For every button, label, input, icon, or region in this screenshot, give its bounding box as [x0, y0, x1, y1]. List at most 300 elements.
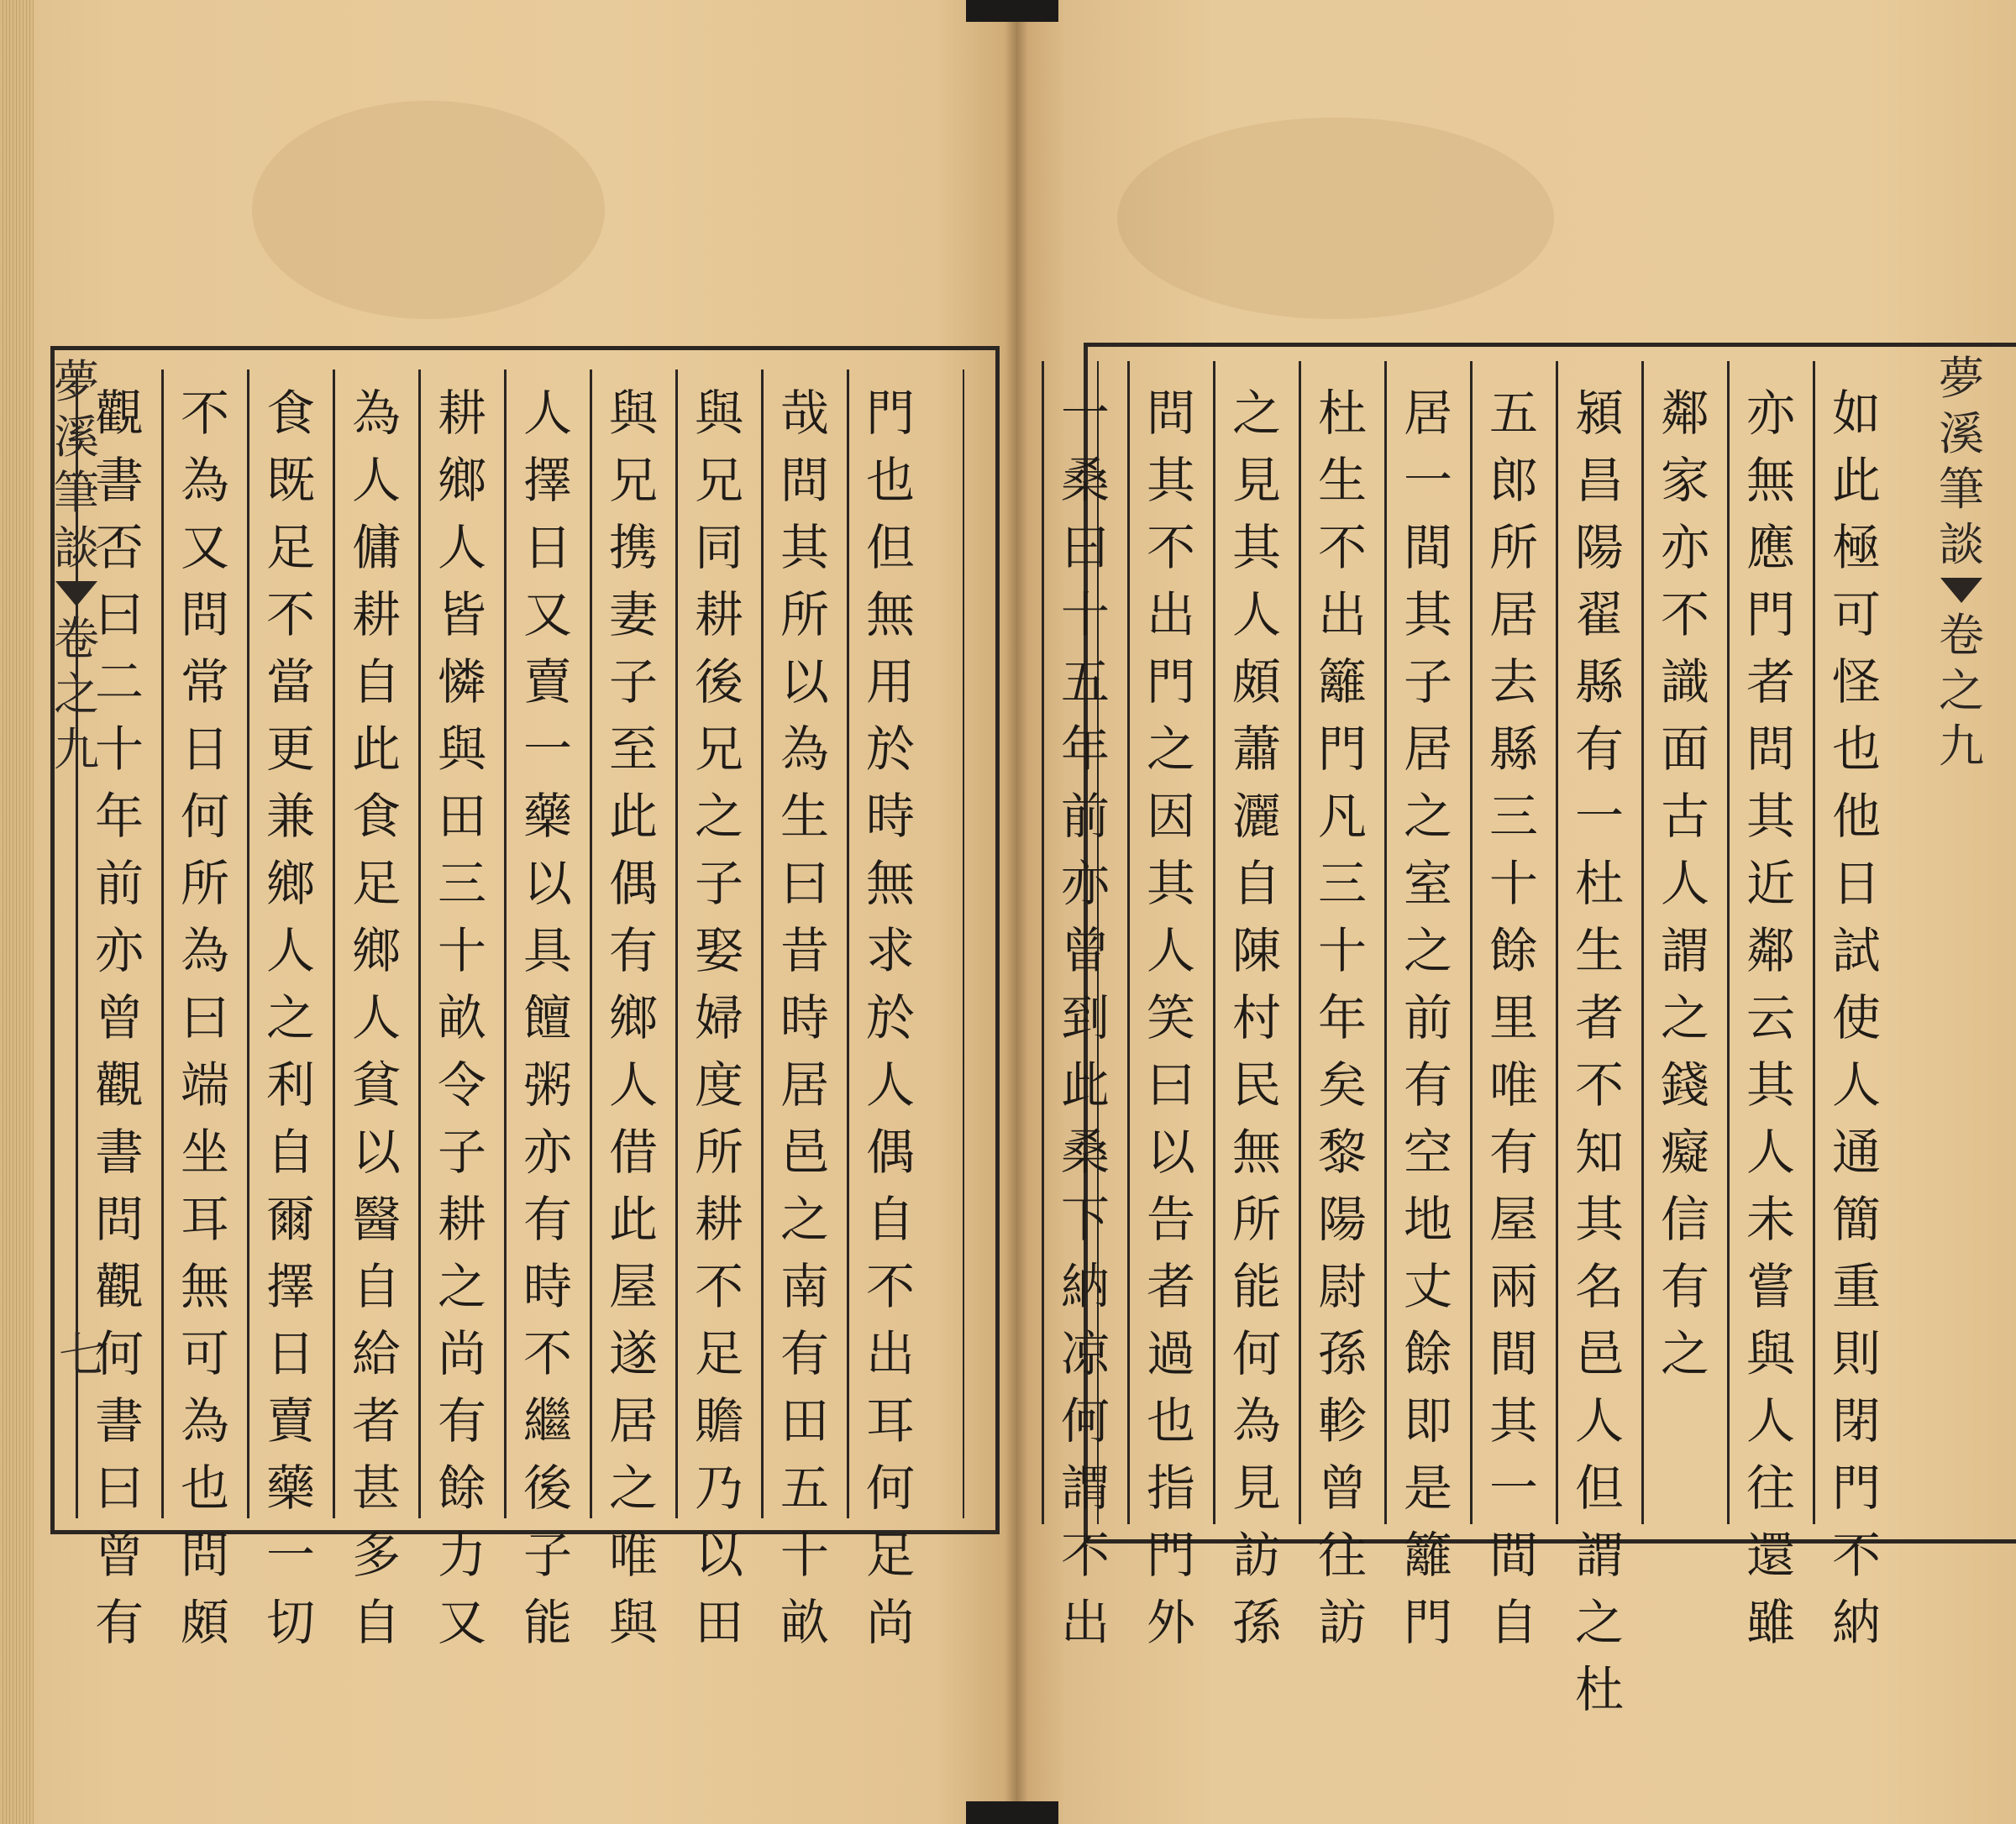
character: 前	[1403, 989, 1452, 1046]
character: 所	[1231, 1191, 1281, 1248]
character: 具	[522, 922, 572, 979]
character: 納	[1831, 1594, 1881, 1651]
character: 其	[1231, 519, 1281, 576]
character: 度	[694, 1056, 743, 1114]
fish-tail-mark	[1940, 578, 1982, 603]
character: 賣	[265, 1392, 315, 1449]
character: 畝	[780, 1594, 829, 1651]
character: 之	[1403, 922, 1452, 979]
character: 日	[1831, 855, 1881, 912]
character: 也	[180, 1460, 229, 1517]
character: 者	[1574, 989, 1624, 1046]
character: 之	[1403, 788, 1452, 845]
character: 無	[1231, 1124, 1281, 1181]
character: 後	[522, 1460, 572, 1517]
character: 所	[694, 1124, 743, 1181]
character: 出	[1060, 1594, 1110, 1651]
character: 信	[1660, 1191, 1709, 1248]
character: 用	[865, 653, 915, 710]
character: 嘗	[1746, 1258, 1795, 1315]
character: 以	[1146, 1124, 1195, 1181]
character: 問	[780, 452, 829, 509]
character: 凉	[1060, 1325, 1110, 1382]
character: 觀	[94, 385, 144, 442]
character: 問	[180, 1527, 229, 1584]
character: 之	[1660, 1325, 1709, 1382]
character: 人	[522, 385, 572, 442]
character: 偶	[865, 1124, 915, 1181]
character: 亦	[1060, 855, 1110, 912]
character: 間	[1403, 519, 1452, 576]
character: 何	[180, 788, 229, 845]
character: 何	[865, 1460, 915, 1517]
character: 五	[1060, 653, 1110, 710]
character: 生	[780, 788, 829, 845]
character: 食	[265, 385, 315, 442]
character: 耕	[351, 586, 401, 643]
character: 即	[1403, 1392, 1452, 1449]
character: 有	[1488, 1124, 1538, 1181]
margin-volume-char: 卷	[1939, 609, 1984, 662]
character: 耕	[694, 1191, 743, 1248]
character: 何	[94, 1325, 144, 1382]
character: 甚	[351, 1460, 401, 1517]
character: 粥	[522, 1056, 572, 1114]
character: 門	[1831, 1460, 1881, 1517]
character: 為	[351, 385, 401, 442]
character: 十	[780, 1527, 829, 1584]
character: 日	[180, 721, 229, 778]
margin-volume-char: 九	[54, 723, 99, 776]
character: 門	[1317, 721, 1367, 778]
character: 何	[1231, 1325, 1281, 1382]
character: 其	[1146, 855, 1195, 912]
character: 曾	[94, 989, 144, 1046]
text-column	[1476, 380, 1551, 1656]
character: 其	[1746, 1056, 1795, 1114]
column-rule	[1556, 361, 1558, 1524]
character: 一	[1488, 1460, 1538, 1517]
character: 五	[780, 1460, 829, 1517]
character: 籬	[1317, 653, 1367, 710]
character: 足	[694, 1325, 743, 1382]
character: 與	[608, 1594, 658, 1651]
character: 十	[1060, 586, 1110, 643]
character: 耕	[437, 385, 486, 442]
character: 日	[265, 1325, 315, 1382]
character: 謂	[1060, 1460, 1110, 1517]
character: 雖	[1746, 1594, 1795, 1651]
character: 其	[1746, 788, 1795, 845]
character: 餘	[1403, 1325, 1452, 1382]
character: 哉	[780, 385, 829, 442]
character: 以	[694, 1527, 743, 1584]
character: 不	[180, 385, 229, 442]
character: 里	[1488, 989, 1538, 1046]
character: 常	[180, 653, 229, 710]
character: 所	[180, 855, 229, 912]
character: 亦	[1660, 519, 1709, 576]
character: 贍	[694, 1392, 743, 1449]
character: 能	[1231, 1258, 1281, 1315]
character: 生	[1574, 922, 1624, 979]
character: 有	[94, 1594, 144, 1651]
margin-title-char: 溪	[54, 411, 99, 464]
character: 頗	[1231, 653, 1281, 710]
character: 求	[865, 922, 915, 979]
character: 觀	[94, 1258, 144, 1315]
character: 書	[94, 452, 144, 509]
character: 告	[1146, 1191, 1195, 1248]
character: 於	[865, 721, 915, 778]
character: 潁	[1574, 385, 1624, 442]
character: 未	[1746, 1191, 1795, 1248]
character: 與	[608, 385, 658, 442]
character: 既	[265, 452, 315, 509]
character: 到	[1060, 989, 1110, 1046]
character: 兼	[265, 788, 315, 845]
character: 人	[1746, 1392, 1795, 1449]
character: 藥	[265, 1460, 315, 1517]
character: 田	[694, 1594, 743, 1651]
character: 訪	[1231, 1527, 1281, 1584]
character: 年	[94, 788, 144, 845]
character: 不	[1317, 519, 1367, 576]
right-page	[1016, 0, 2016, 1824]
character: 桑	[1060, 1124, 1110, 1181]
character: 自	[265, 1124, 315, 1181]
character: 之	[1660, 989, 1709, 1046]
character: 三	[1488, 788, 1538, 845]
character: 其	[1488, 1392, 1538, 1449]
character: 唯	[608, 1527, 658, 1584]
text-column	[510, 380, 585, 1656]
character: 頗	[180, 1594, 229, 1651]
character: 十	[94, 721, 144, 778]
character: 鄉	[351, 922, 401, 979]
character: 縣	[1574, 653, 1624, 710]
character: 之	[608, 1460, 658, 1517]
character: 杜	[1317, 385, 1367, 442]
character: 尚	[437, 1325, 486, 1382]
character: 偶	[608, 855, 658, 912]
character: 癡	[1660, 1124, 1709, 1181]
character: 又	[522, 586, 572, 643]
character: 借	[608, 1124, 658, 1181]
margin-title-char: 筆	[54, 466, 99, 519]
text-column	[1219, 380, 1294, 1656]
text-column	[1819, 380, 1894, 1656]
character: 邑	[1574, 1325, 1624, 1382]
character: 空	[1403, 1124, 1452, 1181]
character: 自	[1231, 855, 1281, 912]
character: 之	[265, 989, 315, 1046]
character: 者	[1746, 653, 1795, 710]
character: 為	[1231, 1392, 1281, 1449]
character: 通	[1831, 1124, 1881, 1181]
character: 時	[780, 989, 829, 1046]
character: 皆	[437, 586, 486, 643]
character: 生	[1317, 452, 1367, 509]
character: 兄	[694, 721, 743, 778]
character: 一	[522, 721, 572, 778]
margin-title-char: 筆	[1939, 463, 1984, 516]
character: 於	[865, 989, 915, 1046]
character: 多	[351, 1527, 401, 1584]
character: 爾	[265, 1191, 315, 1248]
character: 能	[522, 1594, 572, 1651]
character: 古	[1660, 788, 1709, 845]
character: 食	[351, 788, 401, 845]
character: 矣	[1317, 1056, 1367, 1114]
column-rule	[161, 370, 164, 1518]
character: 出	[865, 1325, 915, 1382]
character: 因	[1146, 788, 1195, 845]
character: 餘	[437, 1460, 486, 1517]
character: 家	[1660, 452, 1709, 509]
character: 出	[1146, 586, 1195, 643]
character: 人	[1574, 1392, 1624, 1449]
character: 人	[1660, 855, 1709, 912]
character: 切	[265, 1594, 315, 1651]
character: 陳	[1231, 922, 1281, 979]
character: 足	[865, 1527, 915, 1584]
character: 此	[608, 788, 658, 845]
margin-volume-char: 卷	[54, 612, 99, 665]
character: 籬	[1403, 1527, 1452, 1584]
text-column	[681, 380, 757, 1656]
text-column	[767, 380, 843, 1656]
character: 兄	[608, 452, 658, 509]
character: 無	[180, 1258, 229, 1315]
character: 一	[1574, 788, 1624, 845]
character: 鄰	[1746, 922, 1795, 979]
character: 門	[1746, 586, 1795, 643]
book-gutter	[1005, 0, 1028, 1824]
character: 面	[1660, 721, 1709, 778]
character: 亦	[522, 1124, 572, 1181]
character: 南	[780, 1258, 829, 1315]
character: 人	[1231, 586, 1281, 643]
character: 人	[437, 519, 486, 576]
character: 年	[1060, 721, 1110, 778]
character: 他	[1831, 788, 1881, 845]
character: 過	[1146, 1325, 1195, 1382]
character: 曰	[180, 989, 229, 1046]
character: 人	[1746, 1124, 1795, 1181]
character: 可	[1831, 586, 1881, 643]
character: 自	[865, 1191, 915, 1248]
character: 耕	[694, 586, 743, 643]
character: 子	[694, 855, 743, 912]
character: 時	[865, 788, 915, 845]
character: 桑	[1060, 452, 1110, 509]
character: 村	[1231, 989, 1281, 1046]
character: 重	[1831, 1258, 1881, 1315]
character: 昔	[780, 922, 829, 979]
character: 居	[1403, 385, 1452, 442]
character: 鄉	[437, 452, 486, 509]
character: 之	[1231, 385, 1281, 442]
binding-cloth-bottom	[966, 1801, 1058, 1824]
character: 鄰	[1660, 385, 1709, 442]
character: 餘	[1488, 922, 1538, 979]
character: 尚	[865, 1594, 915, 1651]
text-column	[81, 380, 157, 1656]
column-rule	[1727, 361, 1730, 1524]
text-column	[1133, 380, 1209, 1656]
character: 去	[1488, 653, 1538, 710]
binding-cloth-top	[966, 0, 1058, 22]
character: 田	[780, 1392, 829, 1449]
character: 居	[608, 1392, 658, 1449]
text-column	[167, 380, 243, 1656]
character: 人	[1146, 922, 1195, 979]
character: 耳	[180, 1191, 229, 1248]
character: 無	[865, 586, 915, 643]
character: 又	[180, 519, 229, 576]
character: 三	[1317, 855, 1367, 912]
character: 但	[865, 519, 915, 576]
character: 問	[180, 586, 229, 643]
text-column	[853, 380, 928, 1656]
character: 極	[1831, 519, 1881, 576]
column-rule	[1127, 361, 1130, 1524]
character: 笑	[1146, 989, 1195, 1046]
character: 民	[1231, 1056, 1281, 1114]
character: 饘	[522, 989, 572, 1046]
character: 其	[1403, 586, 1452, 643]
character: 前	[94, 855, 144, 912]
character: 無	[865, 855, 915, 912]
character: 以	[522, 855, 572, 912]
character: 為	[780, 721, 829, 778]
character: 居	[1403, 721, 1452, 778]
character: 問	[94, 1191, 144, 1248]
character: 邑	[780, 1124, 829, 1181]
character: 閉	[1831, 1392, 1881, 1449]
text-column	[339, 380, 414, 1656]
character: 黎	[1317, 1124, 1367, 1181]
character: 日	[522, 519, 572, 576]
character: 當	[265, 653, 315, 710]
character: 居	[780, 1056, 829, 1114]
character: 給	[351, 1325, 401, 1382]
character: 又	[437, 1594, 486, 1651]
margin-title-char: 談	[54, 522, 99, 574]
character: 但	[1574, 1460, 1624, 1517]
column-rule	[418, 370, 421, 1518]
character: 憐	[437, 653, 486, 710]
character: 間	[1488, 1325, 1538, 1382]
character: 為	[180, 922, 229, 979]
character: 子	[437, 1124, 486, 1181]
character: 問	[1746, 721, 1795, 778]
character: 藥	[522, 788, 572, 845]
character: 端	[180, 1056, 229, 1114]
character: 見	[1231, 1460, 1281, 1517]
character: 杜	[1574, 1661, 1624, 1718]
character: 者	[351, 1392, 401, 1449]
character: 醫	[351, 1191, 401, 1248]
character: 自	[351, 653, 401, 710]
character: 孫	[1317, 1325, 1367, 1382]
character: 尉	[1317, 1258, 1367, 1315]
character: 此	[1060, 1056, 1110, 1114]
character: 之	[780, 1191, 829, 1248]
character: 後	[694, 653, 743, 710]
character: 亦	[1746, 385, 1795, 442]
character: 自	[1488, 1594, 1538, 1651]
character: 子	[522, 1527, 572, 1584]
character: 十	[1488, 855, 1538, 912]
character: 所	[780, 586, 829, 643]
character: 無	[1746, 452, 1795, 509]
character: 令	[437, 1056, 486, 1114]
character: 何	[1060, 1392, 1110, 1449]
character: 外	[1146, 1594, 1195, 1651]
character: 與	[437, 721, 486, 778]
character: 曰	[1146, 1056, 1195, 1114]
character: 問	[1146, 385, 1195, 442]
character: 人	[1831, 1056, 1881, 1114]
character: 門	[1146, 1527, 1195, 1584]
character: 蕭	[1231, 721, 1281, 778]
character: 指	[1146, 1460, 1195, 1517]
character: 之	[694, 788, 743, 845]
character: 亦	[94, 922, 144, 979]
character: 三	[437, 855, 486, 912]
text-column	[424, 380, 500, 1656]
character: 有	[522, 1191, 572, 1248]
column-rule	[1641, 361, 1644, 1524]
column-rule	[1470, 361, 1473, 1524]
character: 之	[1574, 1594, 1624, 1651]
character: 妻	[608, 586, 658, 643]
character: 軫	[1317, 1392, 1367, 1449]
character: 屋	[1488, 1191, 1538, 1248]
character: 有	[1574, 721, 1624, 778]
character: 不	[865, 1258, 915, 1315]
character: 娶	[694, 922, 743, 979]
character: 曰	[780, 855, 829, 912]
character: 之	[437, 1258, 486, 1315]
character: 有	[780, 1325, 829, 1382]
character: 至	[608, 721, 658, 778]
character: 不	[1060, 1527, 1110, 1584]
character: 往	[1746, 1460, 1795, 1517]
column-rule	[247, 370, 249, 1518]
character: 門	[1403, 1594, 1452, 1651]
character: 知	[1574, 1124, 1624, 1181]
character: 鄉	[608, 989, 658, 1046]
character: 足	[265, 519, 315, 576]
character: 所	[1488, 519, 1538, 576]
margin-volume-char: 之	[54, 668, 99, 721]
text-column	[253, 380, 328, 1656]
character: 以	[780, 653, 829, 710]
margin-volume-char: 之	[1939, 664, 1984, 717]
character: 不	[694, 1258, 743, 1315]
character: 陽	[1574, 519, 1624, 576]
character: 出	[1317, 586, 1367, 643]
character: 耳	[865, 1392, 915, 1449]
character: 書	[94, 1124, 144, 1181]
character: 十	[1317, 922, 1367, 979]
character: 門	[865, 385, 915, 442]
character: 曰	[94, 586, 144, 643]
character: 前	[1060, 788, 1110, 845]
